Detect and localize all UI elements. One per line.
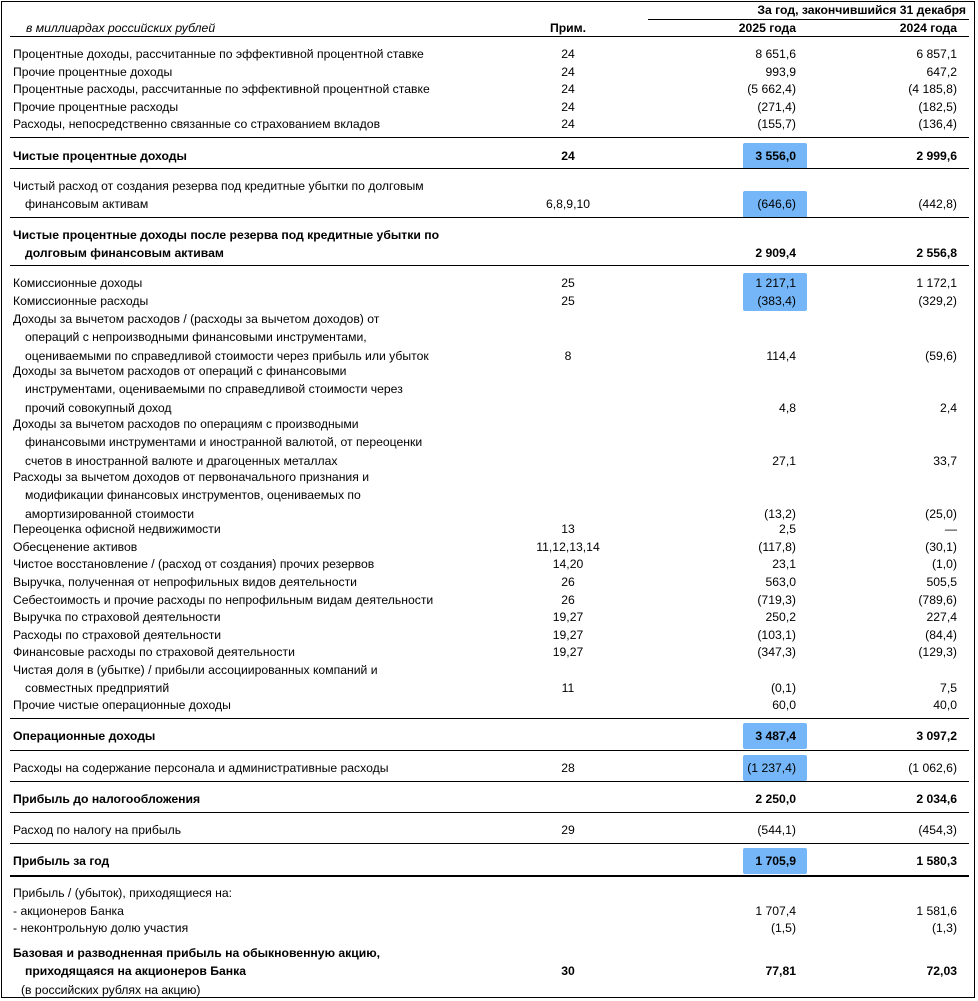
value-2024: 1 172,1 [916,276,957,290]
row-label-line: счетов в иностранной валюте и драгоценных металлах [25,453,338,468]
row-label-line: Переоценка офисной недвижимости [13,522,221,536]
row-label-line: Процентные доходы, рассчитанные по эффективной процентной ставке [13,47,424,61]
row-label [13,177,513,214]
row-label [13,884,513,902]
row-label-line: оцениваемыми по справедливой стоимости через прибыль или убыток [25,348,429,363]
value-2025 [682,347,796,365]
value-2025 [682,63,796,81]
value-2024: (182,5) [918,100,957,114]
value-2025-text: (1 237,4) [747,761,796,775]
row-label [13,538,513,556]
value-2025-text: (719,3) [757,593,796,607]
value-2024: (442,8) [918,197,957,212]
value-2025 [682,45,796,63]
value-2025-text: (271,4) [757,100,796,114]
row-label-line: Доходы за вычетом расходов / (расходы за вычетом доходов) от [13,312,380,326]
value-2025-text: (544,1) [757,823,796,837]
row-label-line: Чистая доля в (убытке) / прибыли ассоциированных компаний и [13,663,378,677]
value-2025 [682,696,796,714]
row-separator [10,217,969,218]
value-2025-text: 1 705,9 [755,854,796,868]
value-2024: (1 062,6) [908,761,957,775]
value-2025-text: (1,5) [770,921,796,935]
value-2024: 72,03 [926,964,957,979]
note-ref: 13 [561,522,575,536]
row-label [13,115,513,133]
row-label [13,63,513,81]
row-label [13,555,513,573]
value-2024: (25,0) [925,506,957,521]
note-column-header: Прим. [549,21,587,35]
value-2024: 7,5 [940,681,957,696]
period-rule [648,19,969,20]
value-2025 [682,591,796,609]
row-label-line: Расходы по страховой деятельности [13,628,222,642]
row-label-line: Чистое восстановление / (расход от создания) прочих резервов [13,557,375,571]
row-label-line: Чистые процентные доходы [13,149,187,163]
note-ref: 30 [561,964,575,979]
row-label-line: Доходы за вычетом расходов от операций с финансовыми [13,364,347,378]
value-2025-text: 563,0 [765,575,796,589]
row-label-line: Базовая и разводненная прибыль на обыкновенную акцию, [13,946,381,960]
row-label [13,45,513,63]
value-2025-text: (5 662,4) [747,82,796,96]
row-label-line: Прибыль / (убыток), приходящиеся на: [13,886,233,900]
value-2024: 6 857,1 [916,47,957,61]
row-label-line: - неконтрольную долю участия [13,921,189,935]
row-separator [10,843,969,844]
value-2025 [682,520,796,538]
row-label [13,608,513,626]
note-ref: 26 [561,575,575,589]
value-2024: (129,3) [918,645,957,659]
note-ref: 19,27 [552,610,584,624]
value-2025-text: (103,1) [757,628,796,642]
value-2024: (1,0) [931,557,957,571]
value-2025-text: 2 250,0 [755,792,796,806]
value-2025-text: 27,1 [772,453,796,468]
row-label [13,902,513,920]
row-label-line: Финансовые расходы по страховой деятельности [13,645,295,659]
row-label-line: долговым финансовым активам [25,246,224,261]
income-statement-table [1,1,975,998]
value-2024: (329,2) [918,294,957,308]
row-label [13,661,513,698]
row-label [13,944,513,999]
row-label-line: Выручка по страховой деятельности [13,610,221,624]
row-label [13,98,513,116]
row-label [13,643,513,661]
row-label-line: (в российских рублях на акцию) [21,982,201,997]
value-2024: (84,4) [925,628,957,642]
value-2025-text: 2,5 [779,522,796,536]
row-label-line: Процентные расходы, рассчитанные по эффективной процентной ставке [13,82,430,96]
value-2025-text: 3 487,4 [755,729,796,743]
value-2025 [682,292,796,310]
note-ref: 29 [561,823,575,837]
note-ref: 14,20 [552,557,584,571]
row-label-line: финансовыми инструментами и иностранной валютой, от переоценки [25,435,423,450]
row-label-line: Себестоимость и прочие расходы по непрофильным видам деятельности [13,593,434,607]
row-label [13,147,513,165]
row-label [13,759,513,777]
value-2024: 33,7 [933,453,957,468]
value-2025 [682,274,796,292]
value-2024: 2 034,6 [916,792,957,806]
value-2025 [682,821,796,839]
row-separator [10,812,969,813]
note-ref: 19,27 [552,645,584,659]
value-2025 [682,555,796,573]
value-2024: (4 185,8) [908,82,957,96]
row-label-line: Прочие чистые операционные доходы [13,698,231,712]
row-label [13,362,513,417]
value-2025-text: 77,81 [765,964,796,979]
value-2025 [682,538,796,556]
value-2024: (454,3) [918,823,957,837]
note-ref: 24 [561,47,575,61]
value-2024: — [944,522,957,536]
note-ref: 8 [564,348,572,363]
value-2025 [682,573,796,591]
row-label-line: Чистые процентные доходы после резерва под кредитные убытки по [13,228,440,242]
value-2024: 40,0 [933,698,957,712]
value-2024: 1 580,3 [916,854,957,868]
units-caption: в миллиардах российских рублей [26,21,216,35]
row-label [13,790,513,808]
value-2025-text: (0,1) [770,681,796,696]
value-2025-text: 114,4 [766,348,796,363]
value-2024: 3 097,2 [916,729,957,743]
row-label [13,310,513,365]
note-ref: 28 [561,761,575,775]
note-ref: 24 [561,149,575,163]
header-rule [10,36,969,37]
value-2024: (59,6) [925,348,957,363]
value-2025 [682,759,796,777]
row-label [13,591,513,609]
row-label-line: Прочие процентные доходы [13,65,173,79]
value-2025 [682,115,796,133]
row-label-line: Расход по налогу на прибыль [13,823,182,837]
value-2025 [682,852,796,870]
row-label [13,852,513,870]
value-2025 [682,244,796,262]
value-2024: 2 556,8 [916,246,957,261]
row-separator [10,718,969,719]
value-2024: (789,6) [918,593,957,607]
note-ref: 11 [561,681,575,696]
value-2025-text: 2 909,4 [755,246,796,261]
value-2025-text: 3 556,0 [755,149,796,163]
value-2025 [682,80,796,98]
note-ref: 25 [561,294,575,308]
row-label [13,573,513,591]
note-ref: 24 [561,65,575,79]
row-label-line: прочий совокупный доход [25,400,172,415]
note-ref: 6,8,9,10 [545,197,591,212]
value-2025-text: 1 707,4 [755,904,796,918]
row-separator [10,750,969,751]
value-2025-text: (13,2) [764,506,796,521]
row-label-line: финансовым активам [25,197,149,212]
row-label [13,821,513,839]
note-ref: 24 [561,117,575,131]
value-2024: (30,1) [925,540,957,554]
row-separator [10,137,969,138]
row-label [13,274,513,292]
row-label-line: Расходы на содержание персонала и административные расходы [13,761,389,775]
note-ref: 24 [561,100,575,114]
row-label-line: приходящаяся на акционеров Банка [25,964,247,979]
row-label-line: модификации финансовых инструментов, оцениваемых по [25,488,361,503]
value-2025 [682,902,796,920]
row-label-line: Прочие процентные расходы [13,100,179,114]
value-2025 [682,919,796,937]
row-label-line: амортизированной стоимости [25,506,195,521]
row-label-line: - акционеров Банка [13,904,124,918]
value-2025-text: 4,8 [779,400,796,415]
value-2025 [682,147,796,165]
value-2024: (1,3) [931,921,957,935]
value-2025 [682,626,796,644]
value-2024: 2,4 [940,400,957,415]
value-2024: 2 999,6 [916,149,957,163]
year-2024-header: 2024 года [899,21,957,35]
row-label [13,696,513,714]
row-label [13,919,513,937]
value-2025-text: 23,1 [772,557,796,571]
note-ref: 24 [561,82,575,96]
row-label [13,80,513,98]
value-2024: 1 581,6 [916,904,957,918]
value-2025-text: (347,3) [757,645,796,659]
value-2025-text: 1 217,1 [755,276,796,290]
value-2024: 227,4 [926,610,957,624]
row-label [13,520,513,538]
row-label-line: Операционные доходы [13,729,156,743]
value-2025-text: (383,4) [757,294,796,308]
row-label [13,226,513,263]
row-label-line: Чистый расход от создания резерва под кредитные убытки по долговым [13,179,424,193]
value-2025-text: 250,2 [765,610,796,624]
value-2025 [682,98,796,116]
row-label-line: Доходы за вычетом расходов по операциям с производными [13,417,359,431]
row-label-line: операций с непроизводными финансовыми инструментами, [25,330,367,345]
row-label-line: совместных предприятий [25,681,170,696]
value-2025 [682,643,796,661]
row-label-line: Выручка, полученная от непрофильных видов деятельности [13,575,357,589]
note-ref: 19,27 [552,628,584,642]
row-separator [10,781,969,782]
note-ref: 26 [561,593,575,607]
row-label [13,415,513,470]
value-2025-text: (155,7) [757,117,796,131]
note-ref: 11,12,13,14 [536,540,600,554]
row-label [13,626,513,644]
row-label [13,468,513,523]
row-label-line: инструментами, оцениваемыми по справедливой стоимости через [25,382,403,397]
value-2025 [682,608,796,626]
note-ref: 25 [561,276,575,290]
year-2025-header: 2025 года [738,21,796,35]
row-label-line: Комиссионные расходы [13,294,149,308]
value-2025 [682,399,796,417]
row-label [13,292,513,310]
value-2025-text: (646,6) [757,197,796,212]
row-label-line: Прибыль за год [13,854,110,868]
value-2025 [682,727,796,745]
value-2024: 505,5 [926,575,957,589]
row-separator [10,168,969,169]
value-2025-text: 993,9 [765,65,796,79]
value-2024: 647,2 [926,65,957,79]
row-separator [10,265,969,266]
row-label [13,727,513,745]
value-2024: (136,4) [918,117,957,131]
value-2025 [682,790,796,808]
value-2025-text: (117,8) [758,540,796,554]
value-2025-text: 8 651,6 [755,47,796,61]
value-2025-text: 60,0 [772,698,796,712]
value-2025 [682,962,796,980]
value-2025 [682,195,796,213]
row-label-line: Расходы, непосредственно связанные со страхованием вкладов [13,117,381,131]
row-label-line: Обесценение активов [13,540,138,554]
row-label-line: Комиссионные доходы [13,276,143,290]
row-separator [10,875,969,877]
row-label-line: Прибыль до налогообложения [13,792,201,806]
value-2025 [682,452,796,470]
period-header: За год, закончившийся 31 декабря [757,3,966,17]
row-label-line: Расходы за вычетом доходов от первоначального признания и [13,470,370,484]
